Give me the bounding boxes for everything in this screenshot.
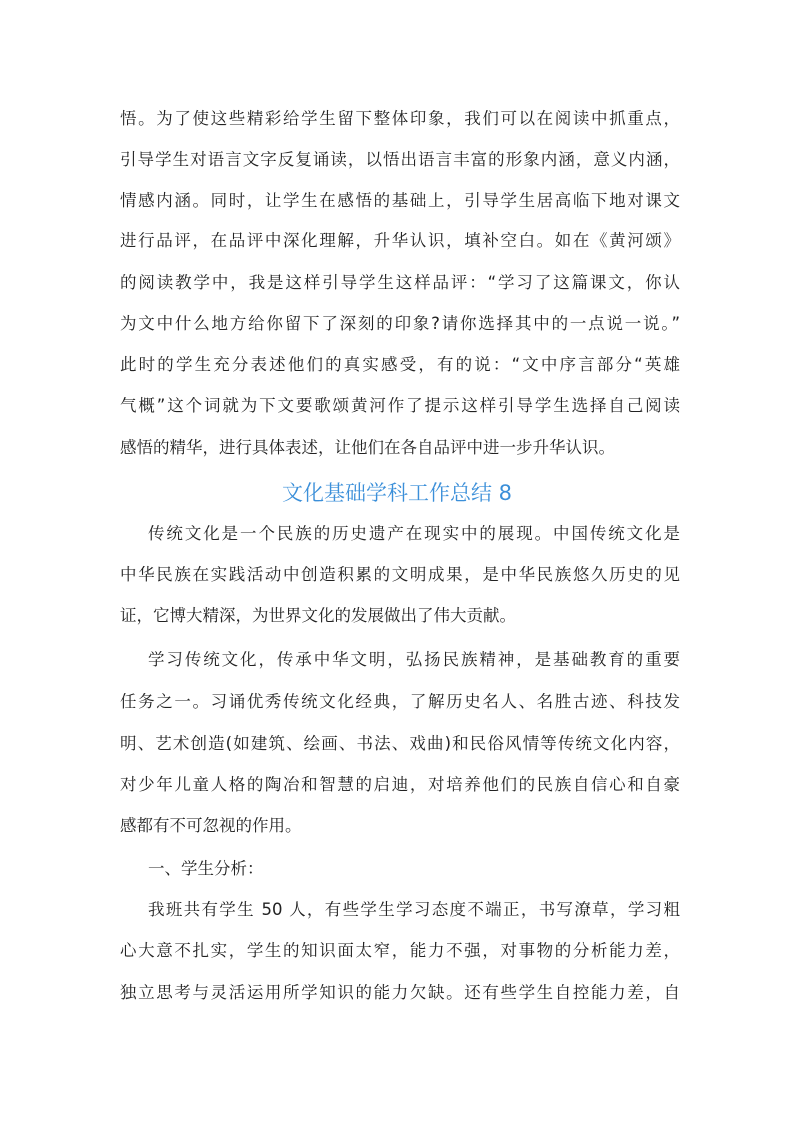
section-heading: 文化基础学科工作总结 8 xyxy=(281,481,513,505)
text-line: 感都有不可忽视的作用。 xyxy=(120,816,302,835)
text-line: 明、艺术创造(如建筑、绘画、书法、戏曲)和民俗风情等传统文化内容， xyxy=(120,734,680,753)
text-line: 中华民族在实践活动中创造积累的文明成果，是中华民族悠久历史的见 xyxy=(120,565,680,584)
text-line: 悟。为了使这些精彩给学生留下整体印象，我们可以在阅读中抓重点， xyxy=(120,109,680,128)
text-line: 任务之一。习诵优秀传统文化经典，了解历史名人、名胜古迹、科技发 xyxy=(120,692,680,711)
section-title: 一、学生分析： xyxy=(148,859,264,878)
text-line: 对少年儿童人格的陶冶和智慧的启迪，对培养他们的民族自信心和自豪 xyxy=(120,775,680,794)
text-line: 独立思考与灵活运用所学知识的能力欠缺。还有些学生自控能力差，自 xyxy=(120,983,680,1002)
text-line: 进行品评，在品评中深化理解，升华认识，填补空白。如在《黄河颂》 xyxy=(120,231,680,250)
text-line: 气概”这个词就为下文要歌颂黄河作了提示这样引导学生选择自己阅读 xyxy=(120,396,680,415)
text-line: 引导学生对语言文字反复诵读，以悟出语言丰富的形象内涵，意义内涵， xyxy=(120,150,680,169)
text-line: 情感内涵。同时，让学生在感悟的基础上，引导学生居高临下地对课文 xyxy=(120,191,680,210)
text-line: 的阅读教学中，我是这样引导学生这样品评：“学习了这篇课文，你认 xyxy=(120,273,680,292)
text-line: 为文中什么地方给你留下了深刻的印象?请你选择其中的一点说一说。” xyxy=(120,314,680,333)
text-line: 感悟的精华，进行具体表述，让他们在各自品评中进一步升华认识。 xyxy=(120,438,615,457)
text-line: 心大意不扎实，学生的知识面太窄，能力不强，对事物的分析能力差， xyxy=(120,941,680,960)
text-line: 我班共有学生 50 人，有些学生学习态度不端正，书写潦草，学习粗 xyxy=(148,900,680,919)
text-line: 学习传统文化，传承中华文明，弘扬民族精神，是基础教育的重要 xyxy=(148,650,680,669)
text-line: 传统文化是一个民族的历史遗产在现实中的展现。中国传统文化是 xyxy=(148,524,680,543)
text-line: 证，它博大精深，为世界文化的发展做出了伟大贡献。 xyxy=(120,606,516,625)
text-line: 此时的学生充分表述他们的真实感受，有的说：“文中序言部分“英雄 xyxy=(120,355,680,374)
